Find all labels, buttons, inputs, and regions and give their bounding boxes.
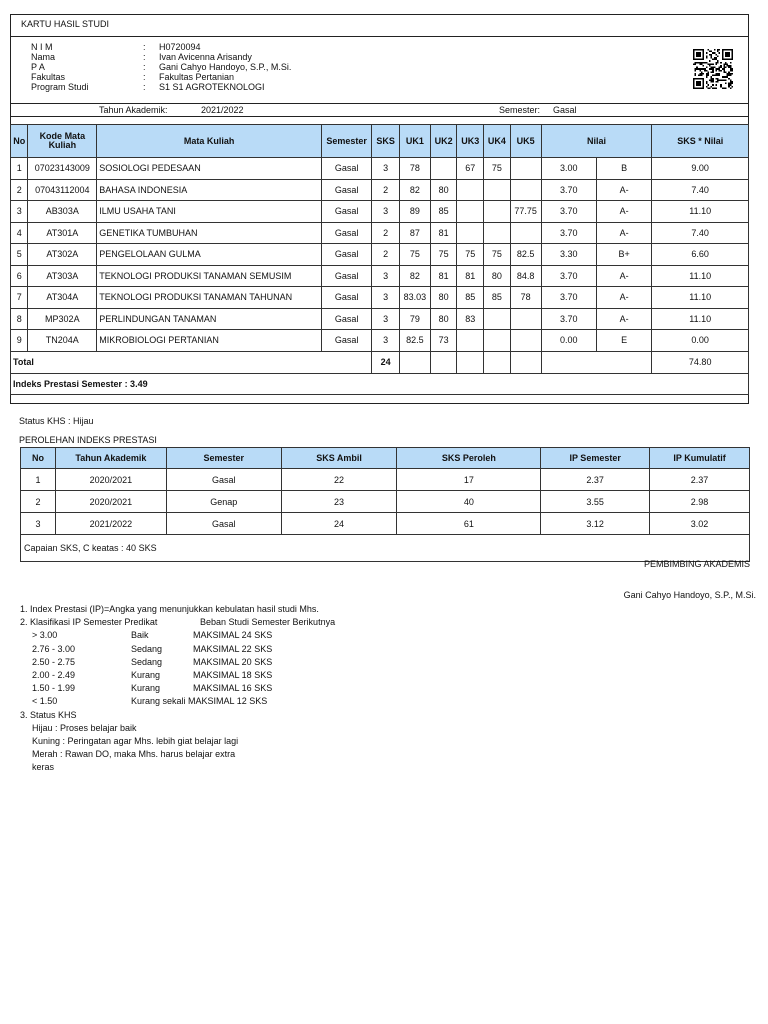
semester-label: Semester:: [499, 105, 541, 115]
cell-mata-kuliah: PERLINDUNGAN TANAMAN: [97, 308, 322, 330]
cell-no: 9: [11, 330, 28, 352]
cell-uk2: 75: [430, 244, 457, 266]
perol-cell: 2: [21, 491, 56, 513]
cell-nilai-huruf: A-: [596, 222, 651, 244]
cell-uk2: 85: [430, 201, 457, 223]
cell-no: 6: [11, 265, 28, 287]
cell-mata-kuliah: ILMU USAHA TANI: [97, 201, 322, 223]
col-uk4: UK4: [484, 125, 511, 158]
cell-sks: 3: [372, 265, 400, 287]
perol-cell: 2021/2022: [55, 513, 166, 535]
ip-beban: MAKSIMAL 18 SKS: [193, 669, 273, 680]
empty-cell: [510, 351, 541, 373]
cell-nilai-angka: 3.00: [541, 158, 596, 180]
cell-uk5: 82.5: [510, 244, 541, 266]
cell-nilai-angka: 0.00: [541, 330, 596, 352]
notes: [20, 603, 336, 774]
grade-row: [11, 265, 749, 287]
perol-cell: 2020/2021: [55, 469, 166, 491]
cell-semester: Gasal: [321, 222, 371, 244]
status-hijau: Hijau : Proses belajar baik: [32, 722, 137, 733]
ip-range: 2.50 - 2.75: [32, 656, 76, 667]
info-colon: :: [143, 52, 146, 62]
cell-semester: Gasal: [321, 265, 371, 287]
cell-nilai-huruf: A-: [596, 201, 651, 223]
cell-uk5: 78: [510, 287, 541, 309]
col-no: No: [11, 125, 28, 158]
ips-row: [11, 373, 749, 394]
cell-mata-kuliah: GENETIKA TUMBUHAN: [97, 222, 322, 244]
note-2-label: 2. Klasifikasi IP Semester Predikat: [20, 617, 158, 628]
total-sks-nilai: 74.80: [652, 351, 749, 373]
ip-beban: MAKSIMAL 22 SKS: [193, 643, 273, 654]
perol-cell: Gasal: [166, 469, 281, 491]
perol-col-header: IP Semester: [541, 448, 650, 469]
ip-range: 1.50 - 1.99: [32, 683, 76, 694]
info-value: S1 S1 AGROTEKNOLOGI: [159, 82, 265, 92]
cell-sks-nilai: 9.00: [652, 158, 749, 180]
ip-range-row: [20, 669, 319, 682]
ip-predikat: Kurang sekali MAKSIMAL 12 SKS: [131, 696, 268, 707]
grade-row: [11, 201, 749, 223]
capaian-text: Capaian SKS, C keatas : 40 SKS: [21, 535, 750, 562]
perol-cell: 1: [21, 469, 56, 491]
cell-nilai-angka: 3.70: [541, 179, 596, 201]
info-label: Program Studi: [31, 82, 89, 92]
status-merah: Merah : Rawan DO, maka Mhs. harus belajar extra: [32, 749, 236, 760]
note-2-beban: Beban Studi Semester Berikutnya: [200, 617, 336, 628]
ip-predikat: Baik: [131, 630, 149, 641]
cell-nilai-angka: 3.70: [541, 222, 596, 244]
note-2: [20, 616, 336, 629]
cell-mata-kuliah: BAHASA INDONESIA: [97, 179, 322, 201]
note-3: 3. Status KHS: [20, 709, 77, 720]
status-kuning: Kuning : Peringatan agar Mhs. lebih giat belajar lagi: [32, 735, 239, 746]
cell-sks: 2: [372, 244, 400, 266]
ip-predikat: Sedang: [131, 643, 163, 654]
qr-code-icon: [688, 49, 738, 89]
total-row: [11, 351, 749, 373]
perol-cell: 22: [281, 469, 397, 491]
divider: [11, 116, 748, 117]
ip-range-row: [20, 656, 319, 669]
cell-uk2: 81: [430, 265, 457, 287]
ip-predikat: Kurang: [131, 683, 161, 694]
info-label: Fakultas: [31, 72, 66, 82]
info-value: Gani Cahyo Handoyo, S.P., M.Si.: [159, 62, 292, 72]
cell-uk4: [484, 330, 511, 352]
cell-no: 7: [11, 287, 28, 309]
cell-uk1: 89: [399, 201, 430, 223]
col-mata-kuliah: Mata Kuliah: [97, 125, 322, 158]
cell-uk5: [510, 222, 541, 244]
divider: [11, 36, 748, 37]
total-sks: 24: [372, 351, 400, 373]
cell-semester: Gasal: [321, 201, 371, 223]
perolehan-row: [21, 513, 750, 535]
cell-kode: AT301A: [28, 222, 97, 244]
col-uk5: UK5: [510, 125, 541, 158]
cell-sks: 2: [372, 179, 400, 201]
cell-nilai-huruf: B+: [596, 244, 651, 266]
capaian-row: [21, 535, 750, 562]
cell-kode: TN204A: [28, 330, 97, 352]
cell-no: 1: [11, 158, 28, 180]
cell-no: 4: [11, 222, 28, 244]
info-label: Nama: [31, 52, 56, 62]
perol-cell: 61: [397, 513, 541, 535]
cell-nilai-angka: 3.70: [541, 287, 596, 309]
cell-sks-nilai: 11.10: [652, 265, 749, 287]
cell-uk4: 85: [484, 287, 511, 309]
ip-predikat: Sedang: [131, 656, 163, 667]
perol-col-header: No: [21, 448, 56, 469]
cell-sks-nilai: 11.10: [652, 308, 749, 330]
cell-sks: 3: [372, 287, 400, 309]
cell-sks-nilai: 0.00: [652, 330, 749, 352]
ip-predikat: Kurang: [131, 669, 161, 680]
info-colon: :: [143, 62, 146, 72]
perol-cell: 2.37: [650, 469, 750, 491]
cell-uk4: [484, 308, 511, 330]
tahun-value: 2021/2022: [201, 105, 244, 115]
total-label: Total: [11, 351, 372, 373]
ip-range-row: [20, 643, 319, 656]
perol-col-header: SKS Ambil: [281, 448, 397, 469]
cell-kode: MP302A: [28, 308, 97, 330]
cell-no: 5: [11, 244, 28, 266]
cell-uk5: [510, 158, 541, 180]
cell-nilai-huruf: E: [596, 330, 651, 352]
perolehan-header-row: [21, 448, 750, 469]
cell-sks-nilai: 7.40: [652, 222, 749, 244]
perol-cell: 3: [21, 513, 56, 535]
cell-uk1: 75: [399, 244, 430, 266]
info-colon: :: [143, 82, 146, 92]
cell-kode: 07043112004: [28, 179, 97, 201]
cell-nilai-angka: 3.30: [541, 244, 596, 266]
cell-nilai-huruf: B: [596, 158, 651, 180]
pembimbing-label: PEMBIMBING AKADEMIS: [643, 559, 750, 569]
cell-kode: AT304A: [28, 287, 97, 309]
status-merah-cont: keras: [32, 762, 55, 773]
cell-nilai-huruf: A-: [596, 179, 651, 201]
perol-cell: 3.12: [541, 513, 650, 535]
cell-nilai-angka: 3.70: [541, 308, 596, 330]
note-1: 1. Index Prestasi (IP)=Angka yang menunjukkan kebulatan hasil studi Mhs.: [20, 604, 319, 614]
cell-semester: Gasal: [321, 158, 371, 180]
cell-uk4: 75: [484, 244, 511, 266]
pembimbing-name: Gani Cahyo Handoyo, S.P., M.Si.: [623, 590, 756, 600]
cell-uk3: 85: [457, 287, 484, 309]
perol-cell: 24: [281, 513, 397, 535]
perol-col-header: IP Kumulatif: [650, 448, 750, 469]
document-title: KARTU HASIL STUDI: [21, 19, 110, 29]
perol-cell: Genap: [166, 491, 281, 513]
cell-nilai-huruf: A-: [596, 265, 651, 287]
col-kode: Kode Mata Kuliah: [28, 125, 97, 158]
perol-col-header: SKS Peroleh: [397, 448, 541, 469]
ip-range: 2.00 - 2.49: [32, 669, 76, 680]
col-sks: SKS: [372, 125, 400, 158]
cell-uk5: 77.75: [510, 201, 541, 223]
perolehan-table: [20, 447, 750, 562]
academic-year-row: [11, 104, 748, 116]
cell-nilai-angka: 3.70: [541, 201, 596, 223]
ips-text: Indeks Prestasi Semester : 3.49: [11, 373, 749, 394]
cell-sks-nilai: 6.60: [652, 244, 749, 266]
grade-row: [11, 222, 749, 244]
cell-nilai-huruf: A-: [596, 308, 651, 330]
info-value: H0720094: [159, 42, 201, 52]
cell-uk3: 81: [457, 265, 484, 287]
ip-beban: MAKSIMAL 24 SKS: [193, 630, 273, 641]
ip-range-row: [20, 682, 319, 695]
cell-kode: AT302A: [28, 244, 97, 266]
cell-uk2: 80: [430, 308, 457, 330]
grade-row: [11, 308, 749, 330]
perol-col-header: Semester: [166, 448, 281, 469]
info-colon: :: [143, 42, 146, 52]
info-label: N I M: [31, 42, 53, 52]
cell-sks: 2: [372, 222, 400, 244]
col-uk3: UK3: [457, 125, 484, 158]
status-khs: Status KHS : Hijau: [19, 416, 94, 426]
cell-uk1: 82: [399, 265, 430, 287]
perolehan-row: [21, 469, 750, 491]
cell-nilai-angka: 3.70: [541, 265, 596, 287]
cell-uk1: 82.5: [399, 330, 430, 352]
info-value: Fakultas Pertanian: [159, 72, 235, 82]
perol-cell: 2.98: [650, 491, 750, 513]
cell-sks: 3: [372, 308, 400, 330]
col-sks-nilai: SKS * Nilai: [652, 125, 749, 158]
cell-sks-nilai: 11.10: [652, 201, 749, 223]
cell-mata-kuliah: PENGELOLAAN GULMA: [97, 244, 322, 266]
perol-cell: 3.02: [650, 513, 750, 535]
cell-sks: 3: [372, 201, 400, 223]
grades-table: [10, 124, 749, 395]
cell-mata-kuliah: SOSIOLOGI PEDESAAN: [97, 158, 322, 180]
info-label: P A: [31, 62, 45, 72]
cell-uk3: 75: [457, 244, 484, 266]
empty-cell: [399, 351, 430, 373]
cell-uk2: 80: [430, 179, 457, 201]
cell-uk4: [484, 222, 511, 244]
perol-cell: 3.55: [541, 491, 650, 513]
grade-row: [11, 179, 749, 201]
grade-row: [11, 287, 749, 309]
empty-cell: [457, 351, 484, 373]
cell-no: 3: [11, 201, 28, 223]
cell-uk3: 67: [457, 158, 484, 180]
col-nilai: Nilai: [541, 125, 652, 158]
cell-uk2: 73: [430, 330, 457, 352]
perol-cell: 40: [397, 491, 541, 513]
cell-uk1: 82: [399, 179, 430, 201]
cell-semester: Gasal: [321, 308, 371, 330]
cell-uk5: [510, 308, 541, 330]
cell-uk1: 78: [399, 158, 430, 180]
perolehan-title: PEROLEHAN INDEKS PRESTASI: [19, 435, 157, 445]
cell-uk1: 87: [399, 222, 430, 244]
cell-uk5: [510, 179, 541, 201]
cell-sks: 3: [372, 330, 400, 352]
ip-range-row: [20, 695, 319, 708]
perol-cell: 17: [397, 469, 541, 491]
cell-uk4: 80: [484, 265, 511, 287]
tahun-label: Tahun Akademik:: [99, 105, 168, 115]
cell-uk1: 83.03: [399, 287, 430, 309]
grade-row: [11, 244, 749, 266]
cell-kode: AT303A: [28, 265, 97, 287]
grade-row: [11, 330, 749, 352]
ip-range: < 1.50: [32, 696, 58, 707]
cell-uk1: 79: [399, 308, 430, 330]
empty-cell: [430, 351, 457, 373]
cell-no: 8: [11, 308, 28, 330]
col-semester: Semester: [321, 125, 371, 158]
perolehan-row: [21, 491, 750, 513]
cell-uk4: [484, 179, 511, 201]
cell-sks-nilai: 7.40: [652, 179, 749, 201]
cell-uk4: 75: [484, 158, 511, 180]
cell-sks: 3: [372, 158, 400, 180]
cell-uk2: 80: [430, 287, 457, 309]
perol-cell: Gasal: [166, 513, 281, 535]
grades-header-row: [11, 125, 749, 158]
cell-mata-kuliah: TEKNOLOGI PRODUKSI TANAMAN TAHUNAN: [97, 287, 322, 309]
cell-uk2: 81: [430, 222, 457, 244]
cell-sks-nilai: 11.10: [652, 287, 749, 309]
cell-nilai-huruf: A-: [596, 287, 651, 309]
perol-cell: 2.37: [541, 469, 650, 491]
cell-semester: Gasal: [321, 179, 371, 201]
cell-uk2: [430, 158, 457, 180]
ip-range-row: [20, 629, 319, 642]
info-value: Ivan Avicenna Arisandy: [159, 52, 252, 62]
cell-uk5: [510, 330, 541, 352]
empty-cell: [484, 351, 511, 373]
grade-row: [11, 158, 749, 180]
cell-semester: Gasal: [321, 330, 371, 352]
perol-col-header: Tahun Akademik: [55, 448, 166, 469]
perol-cell: 2020/2021: [55, 491, 166, 513]
cell-uk3: [457, 201, 484, 223]
cell-uk3: [457, 179, 484, 201]
cell-mata-kuliah: TEKNOLOGI PRODUKSI TANAMAN SEMUSIM: [97, 265, 322, 287]
cell-kode: AB303A: [28, 201, 97, 223]
cell-uk4: [484, 201, 511, 223]
cell-semester: Gasal: [321, 287, 371, 309]
cell-uk3: 83: [457, 308, 484, 330]
ip-beban: MAKSIMAL 16 SKS: [193, 683, 273, 694]
perol-cell: 23: [281, 491, 397, 513]
ip-range: 2.76 - 3.00: [32, 643, 76, 654]
empty-cell: [541, 351, 652, 373]
col-uk2: UK2: [430, 125, 457, 158]
cell-kode: 07023143009: [28, 158, 97, 180]
ip-range: > 3.00: [32, 630, 58, 641]
cell-uk3: [457, 330, 484, 352]
col-uk1: UK1: [399, 125, 430, 158]
cell-no: 2: [11, 179, 28, 201]
ip-beban: MAKSIMAL 20 SKS: [193, 656, 273, 667]
cell-uk3: [457, 222, 484, 244]
cell-mata-kuliah: MIKROBIOLOGI PERTANIAN: [97, 330, 322, 352]
info-colon: :: [143, 72, 146, 82]
semester-value: Gasal: [553, 105, 577, 115]
cell-uk5: 84.8: [510, 265, 541, 287]
cell-semester: Gasal: [321, 244, 371, 266]
